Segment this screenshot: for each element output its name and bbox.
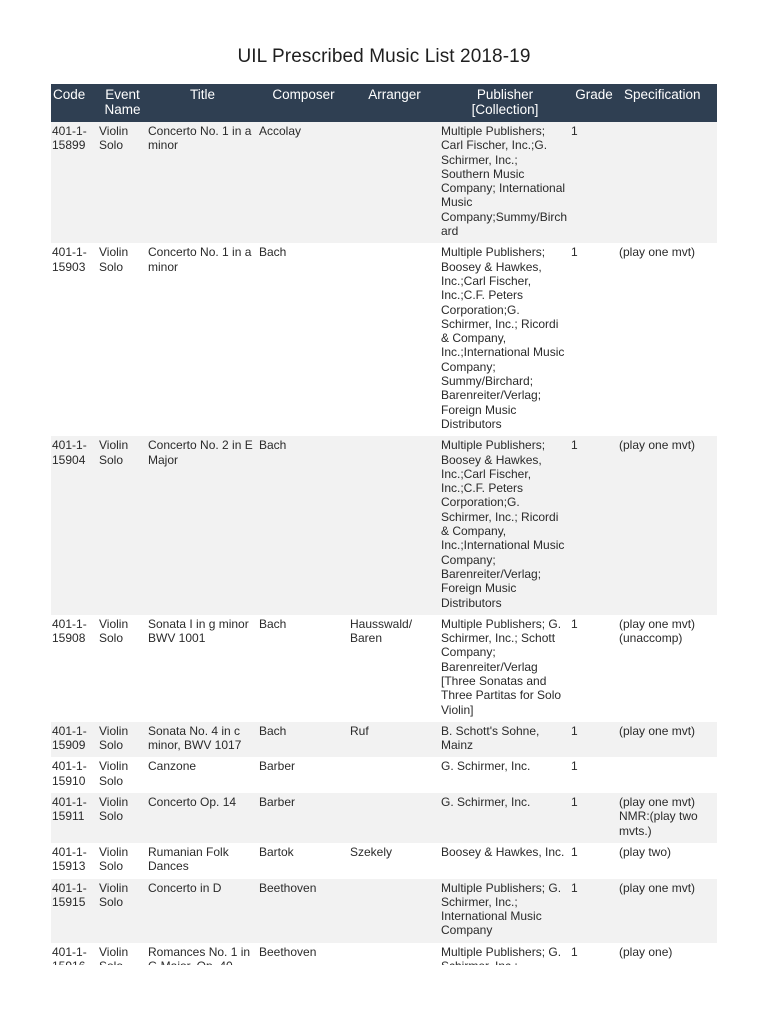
cell-arranger	[349, 243, 440, 436]
table-row	[51, 793, 717, 843]
cell-title: Concerto in D	[148, 880, 222, 895]
cell-code: 401-1-15903	[52, 245, 87, 274]
cell-code: 401-1-15911	[52, 795, 87, 824]
table-header	[51, 84, 717, 122]
table-row	[51, 757, 717, 793]
cell-arranger	[349, 793, 440, 843]
table-row	[51, 615, 717, 722]
cell-grade: 1	[571, 795, 578, 810]
cell-event: Violin Solo	[99, 124, 129, 153]
cell-composer: Bach	[259, 438, 287, 453]
cell-grade: 1	[571, 616, 578, 631]
cell-title: Sonata No. 4 in c minor, BWV 1017	[148, 723, 242, 753]
cell-event: Violin Solo	[99, 880, 129, 909]
cell-publisher: Multiple Publishers; Boosey & Hawkes, Inc.;Carl Fischer, Inc.;C.F. Peters Corporation;G. Schirmer, Inc.; Ricordi & Company, Inc.;International Music Company; Summy/Birchard; Barenreiter/Verlag; Foreign Music Distributors	[441, 245, 565, 431]
cell-specification: (play one mvt) NMR:(play two mvts.)	[619, 795, 698, 838]
cell-composer: Bach	[259, 723, 287, 738]
cell-composer: Barber	[259, 759, 296, 774]
cell-grade: 1	[571, 124, 578, 138]
cell-composer: Bach	[259, 616, 287, 631]
cell-event: Violin Solo	[99, 759, 129, 788]
table-row	[51, 722, 717, 758]
music-list-table	[51, 84, 717, 993]
cell-event: Violin Solo	[99, 844, 129, 874]
header-specification: Specification	[624, 87, 701, 102]
cell-composer: Beethoven	[259, 944, 317, 959]
cell-event: Violin Solo	[99, 245, 129, 274]
cell-composer: Beethoven	[259, 880, 317, 895]
cell-title: Concerto Op. 14	[148, 795, 237, 810]
cell-event: Violin	[99, 944, 129, 959]
cell-grade: 1	[571, 438, 578, 453]
cell-specification: (play two)	[619, 844, 672, 859]
cell-composer: Bach	[259, 245, 287, 260]
cell-arranger: Ruf	[350, 723, 369, 738]
cell-publisher: Multiple Publishers; G. Schirmer, Inc.; International Music Company	[441, 880, 562, 938]
cell-code: 401-1-15899	[52, 124, 87, 153]
table-row	[51, 122, 717, 243]
cell-event: Violin Solo	[99, 438, 129, 467]
cell-grade: 1	[571, 844, 578, 859]
cell-code: 401-1-15909	[52, 723, 87, 753]
table-body	[51, 122, 717, 993]
cell-title: Sonata I in g minor BWV 1001	[148, 616, 249, 646]
cell-arranger	[349, 436, 440, 615]
header-composer: Composer	[272, 87, 335, 102]
cell-event: Violin Solo	[99, 795, 129, 824]
header-title: Title	[189, 87, 215, 102]
cell-publisher: Multiple Publishers; G.	[441, 944, 562, 959]
cell-grade: 1	[571, 723, 578, 738]
cell-specification: (play one mvt) (unaccomp)	[619, 616, 696, 646]
cell-event: Violin Solo	[99, 723, 129, 753]
page-bottom-margin	[0, 965, 768, 1024]
header-row	[51, 84, 717, 122]
cell-specification	[618, 122, 717, 243]
cell-specification: (play one mvt)	[619, 438, 696, 453]
cell-publisher: Multiple Publishers; G. Schirmer, Inc.; Schott Company; Barenreiter/Verlag [Three Sonatas and Three Partitas for Solo Violin]	[441, 616, 562, 717]
cell-code: 401-1-15908	[52, 616, 87, 646]
cell-code: 401-1-15915	[52, 880, 87, 909]
header-event-name: Event Name	[104, 87, 141, 117]
cell-specification: (play one mvt)	[619, 880, 696, 895]
header-grade: Grade	[575, 87, 613, 102]
cell-title: Concerto No. 2 in E Major	[148, 438, 253, 467]
cell-arranger: Szekely	[350, 844, 393, 859]
cell-publisher: G. Schirmer, Inc.	[441, 795, 531, 810]
cell-publisher: Multiple Publishers; Boosey & Hawkes, Inc.;Carl Fischer, Inc.;C.F. Peters Corporation;G. Schirmer, Inc.; Ricordi & Company, Inc.;International Music Company; Barenreiter/Verlag; Foreign Music Distributors	[441, 438, 565, 610]
cell-specification	[618, 757, 717, 793]
table-row	[51, 243, 717, 436]
cell-composer: Bartok	[259, 844, 294, 859]
cell-grade: 1	[571, 944, 578, 959]
header-publisher: Publisher [Collection]	[471, 87, 539, 117]
cell-code: 401-1-	[52, 944, 87, 959]
cell-composer: Barber	[259, 795, 296, 810]
cell-title: Romances No. 1 in	[148, 944, 251, 959]
cell-event: Violin Solo	[99, 616, 129, 646]
cell-grade: 1	[571, 880, 578, 895]
cell-publisher: G. Schirmer, Inc.	[441, 759, 531, 774]
cell-specification: (play one mvt)	[619, 723, 696, 738]
cell-publisher: B. Schott's Sohne, Mainz	[441, 723, 540, 753]
cell-code: 401-1-15913	[52, 844, 87, 874]
cell-title: Canzone	[148, 759, 197, 774]
table-row	[51, 879, 717, 943]
cell-publisher: Multiple Publishers; Carl Fischer, Inc.;G. Schirmer, Inc.; Southern Music Company; International Music Company;Summy/Birchard	[441, 124, 568, 239]
cell-title: Concerto No. 1 in a minor	[148, 124, 252, 153]
cell-title: Concerto No. 1 in a minor	[148, 245, 252, 274]
table-row	[51, 843, 717, 879]
cell-specification: (play one)	[619, 944, 673, 959]
cell-grade: 1	[571, 245, 578, 260]
cell-code: 401-1-15904	[52, 438, 87, 467]
cell-specification: (play one mvt)	[619, 245, 696, 260]
cell-code: 401-1-15910	[52, 759, 87, 788]
cell-publisher: Boosey & Hawkes, Inc.	[441, 844, 565, 859]
cell-arranger: Hausswald/ Baren	[350, 616, 413, 646]
cell-grade: 1	[571, 759, 578, 774]
cell-arranger	[349, 879, 440, 943]
header-arranger: Arranger	[368, 87, 421, 102]
cell-arranger	[349, 122, 440, 243]
cell-composer: Accolay	[259, 124, 302, 138]
table-row	[51, 436, 717, 615]
page-title: UIL Prescribed Music List 2018-19	[237, 46, 531, 67]
cell-title: Rumanian Folk Dances	[148, 844, 229, 874]
header-code: Code	[53, 87, 86, 102]
cell-arranger	[349, 757, 440, 793]
